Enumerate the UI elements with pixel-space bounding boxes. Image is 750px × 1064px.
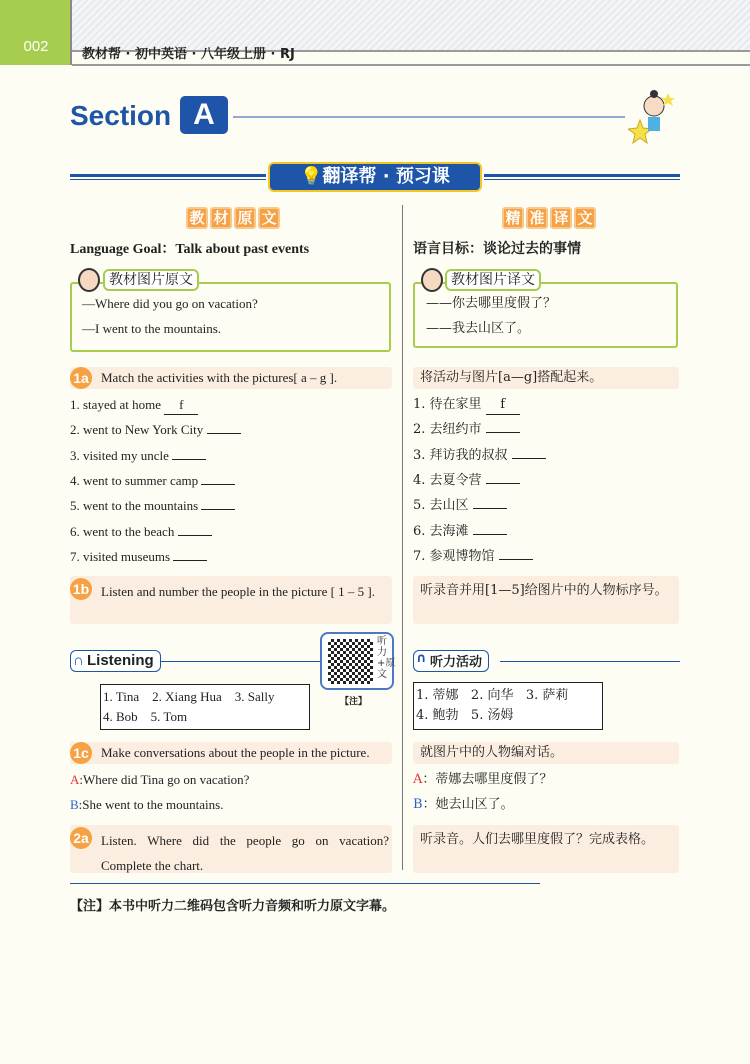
answer-blank[interactable] — [486, 432, 520, 433]
page-number: 002 — [23, 38, 49, 55]
line-text: 蒂娜去哪里度假了？ — [435, 772, 553, 787]
item-text: 6. went to the beach — [70, 523, 175, 539]
answer-blank[interactable] — [207, 433, 241, 434]
picture-translation-tab: 教材图片译文 — [445, 269, 541, 291]
match-item — [70, 497, 235, 515]
heading-char: 文 — [574, 207, 596, 229]
exercise-1b-instruction: Listen and number the people in the picture [ 1 – 5 ]. — [101, 584, 376, 599]
dialogue-line: —Where did you go on vacation? — [82, 296, 258, 311]
people-row: 1. 蒂娜 2. 向华 3. 萨莉 — [416, 688, 569, 703]
conversation-line: B:She went to the mountains. — [70, 797, 224, 812]
item-text: 1. stayed at home — [70, 397, 161, 412]
heading-char: 文 — [258, 207, 280, 229]
left-column-heading — [186, 207, 280, 229]
conversation-line: A：蒂娜去哪里度假了？ — [413, 772, 553, 787]
match-item — [70, 548, 207, 566]
banner-rule-right — [484, 174, 680, 180]
people-row: 4. 鲍勃 5. 汤姆 — [416, 708, 514, 723]
match-item — [70, 447, 206, 465]
picture-translation-box — [413, 282, 678, 348]
item-text: 5. went to the mountains — [70, 498, 199, 514]
heading-char: 材 — [210, 207, 232, 229]
people-list-box — [100, 684, 310, 730]
lightbulb-icon: 💡 — [300, 166, 323, 187]
people-list-box-cn — [413, 682, 603, 730]
heading-char: 准 — [526, 207, 548, 229]
item-text: 1. 待在家里 — [413, 397, 482, 412]
speaker: B — [413, 797, 423, 812]
badge-1b: 1b — [70, 578, 92, 600]
answer-blank[interactable] — [473, 508, 507, 509]
item-text: 6. 去海滩 — [413, 523, 469, 539]
conversation-line: B：她去山区了。 — [413, 797, 514, 812]
exercise-1c-instruction: Make conversations about the people in the picture. — [101, 745, 370, 760]
match-item — [413, 447, 546, 465]
line-text: Where did Tina go on vacation? — [83, 772, 250, 787]
item-text: 3. visited my uncle — [70, 447, 169, 463]
answer-blank[interactable] — [486, 483, 520, 484]
headphones-icon: ∩ — [73, 652, 84, 669]
exercise-2a-instruction-cn: 听录音。人们去哪里度假了？完成表格。 — [420, 832, 655, 847]
qr-code-audio[interactable] — [320, 632, 394, 690]
badge-2a: 2a — [70, 827, 92, 849]
answer-blank[interactable] — [201, 484, 235, 485]
match-item — [413, 523, 507, 541]
girl-avatar-icon — [78, 268, 100, 292]
people-row: 1. Tina 2. Xiang Hua 3. Sally — [103, 689, 275, 704]
page-number-tab — [0, 0, 72, 65]
right-column-heading — [502, 207, 596, 229]
match-item — [413, 472, 520, 490]
listening-text: Listening — [87, 652, 154, 669]
badge-1c: 1c — [70, 742, 92, 764]
section-label: Section — [70, 100, 172, 131]
picture-text-tab: 教材图片原文 — [103, 269, 199, 291]
footnote: 【注】本书中听力二维码包含听力音频和听力原文字幕。 — [70, 899, 396, 914]
match-item — [70, 523, 212, 541]
answer-blank[interactable] — [473, 534, 507, 535]
badge-1a: 1a — [70, 367, 92, 389]
item-text: 2. went to New York City — [70, 422, 204, 438]
qr-note: 【注】 — [340, 697, 368, 707]
answer-blank[interactable] — [173, 560, 207, 561]
heading-char: 原 — [234, 207, 256, 229]
footnote-rule — [70, 883, 540, 884]
match-item — [413, 548, 533, 566]
item-text: 4. went to summer camp — [70, 472, 199, 488]
qr-side-text: 听力+原文 — [377, 636, 396, 680]
headphones-icon: ∩ — [416, 651, 427, 666]
dialogue-line: ——我去山区了。 — [426, 321, 531, 336]
item-text: 7. visited museums — [70, 548, 171, 564]
language-goal-cn: 语言目标：谈论过去的事情 — [413, 241, 581, 257]
section-banner — [268, 162, 482, 192]
conversation-line: A:Where did Tina go on vacation? — [70, 772, 250, 787]
match-item — [70, 421, 241, 439]
heading-char: 教 — [186, 207, 208, 229]
dialogue-line: —I went to the mountains. — [82, 321, 222, 336]
match-item — [70, 472, 235, 490]
section-line — [233, 116, 625, 118]
line-text: She went to the mountains. — [82, 797, 224, 812]
section-letter: A — [180, 96, 228, 134]
speaker: A — [70, 772, 80, 787]
match-item — [70, 396, 198, 415]
language-goal: Language Goal：Talk about past events — [70, 242, 310, 257]
listening-label — [70, 650, 161, 672]
dialogue-line: ——你去哪里度假了？ — [426, 296, 557, 311]
girl-avatar-icon — [421, 268, 443, 292]
line-text: 她去山区了。 — [435, 797, 514, 812]
answer-blank[interactable]: f — [164, 396, 198, 415]
exercise-1b-instruction-cn: 听录音并用[1—5]给图片中的人物标序号。 — [420, 583, 668, 598]
item-text: 5. 去山区 — [413, 498, 469, 514]
book-title: 教材帮 · 初中英语 · 八年级上册 · RJ — [82, 47, 295, 62]
heading-char: 译 — [550, 207, 572, 229]
banner-title: 翻译帮 · 预习课 — [322, 166, 450, 187]
mascot-illustration — [628, 88, 678, 146]
answer-blank[interactable] — [178, 535, 212, 536]
exercise-2a-instruction: Listen. Where did the people go on vacation? Complete the chart. — [101, 833, 389, 873]
answer-blank[interactable]: f — [486, 396, 520, 415]
exercise-1c-instruction-cn: 就图片中的人物编对话。 — [420, 745, 564, 760]
listening-text: 听力活动 — [430, 655, 483, 670]
speaker: A — [413, 772, 423, 787]
column-divider — [402, 205, 403, 870]
qr-code-icon — [328, 639, 373, 684]
exercise-1a-instruction: Match the activities with the pictures[ a – g ]. — [101, 370, 338, 385]
answer-blank[interactable] — [499, 559, 533, 560]
exercise-1a-instruction-cn: 将活动与图片[a—g]搭配起来。 — [420, 370, 603, 385]
answer-blank[interactable] — [512, 458, 546, 459]
answer-blank[interactable] — [172, 459, 206, 460]
match-item — [413, 396, 520, 415]
item-text: 3. 拜访我的叔叔 — [413, 447, 508, 463]
item-text: 7. 参观博物馆 — [413, 548, 495, 564]
item-text: 2. 去纽约市 — [413, 422, 482, 438]
listening-label-cn — [413, 650, 489, 672]
match-item — [413, 421, 520, 439]
speaker: B — [70, 797, 79, 812]
banner-rule-left — [70, 174, 266, 180]
answer-blank[interactable] — [201, 509, 235, 510]
picture-text-box — [70, 282, 391, 352]
header-divider — [72, 64, 750, 66]
listening-rule — [150, 661, 320, 662]
item-text: 4. 去夏令营 — [413, 472, 482, 488]
match-item — [413, 497, 507, 515]
people-row: 4. Bob 5. Tom — [103, 709, 188, 724]
heading-char: 精 — [502, 207, 524, 229]
listening-rule-cn — [500, 661, 680, 662]
